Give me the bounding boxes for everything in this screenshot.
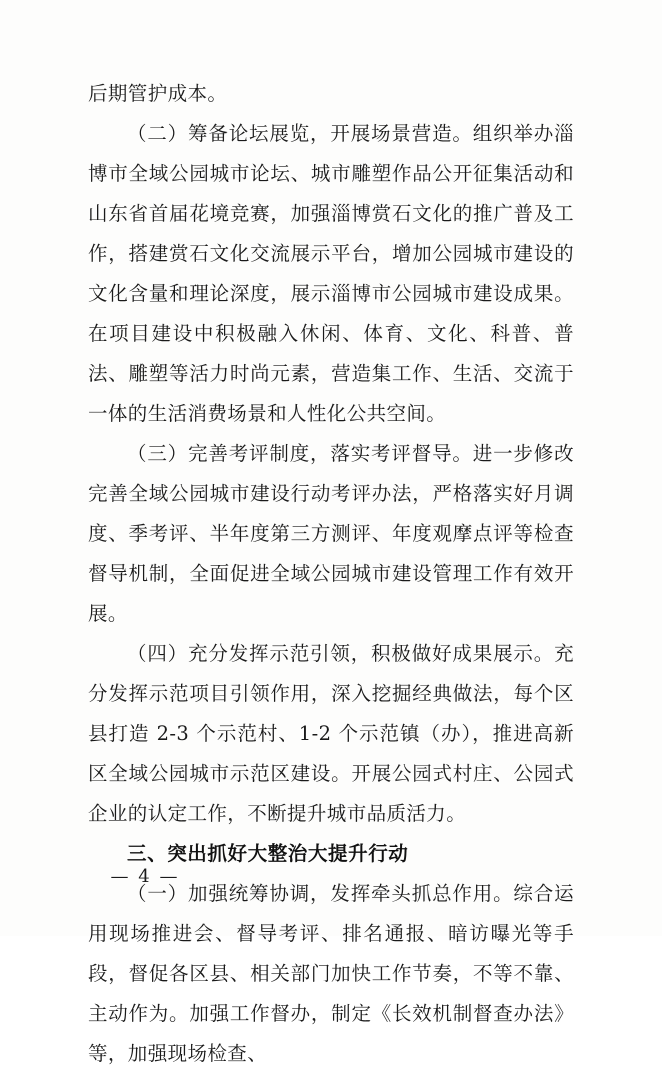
paragraph-section-2-item-2: （二）筹备论坛展览，开展场景营造。组织举办淄博市全域公园城市论坛、城市雕塑作品公开征集活动和山东省首届花境竞赛，加强淄博赏石文化的推广普及工作，搭建赏石文化交流展示平台，增加公园城市建设的文化含量和理论深度，展示淄博市公园城市建设成果。在项目建设中积极融入休闲、体育、文化、科普、普法、雕塑等活力时尚元素，营造集工作、生活、交流于一体的生活消费场景和人性化公共空间。 (88, 122, 574, 425)
page-number-footer (0, 866, 662, 887)
heading-section-3: 三、突出抓好大整治大提升行动 (127, 842, 409, 865)
page-number-text: — 4 — (110, 866, 180, 887)
paragraph-section-2-item-3: （三）完善考评制度，落实考评督导。进一步修改完善全域公园城市建设行动考评办法，严格落实好月调度、季考评、半年度第三方测评、年度观摩点评等检查督导机制，全面促进全域公园城市建设管理工作有效开展。 (88, 442, 574, 625)
paragraph-section-2-item-4: （四）充分发挥示范引领，积极做好成果展示。充分发挥示范项目引领作用，深入挖掘经典做法，每个区县打造 2-3 个示范村、1-2 个示范镇（办），推进高新区全域公园城市示范区建设。开展公园式村庄、公园式企业的认定工作，不断提升城市品质活力。 (88, 642, 574, 825)
paragraph-carryover: 后期管护成本。 (88, 82, 228, 105)
page-body (88, 74, 574, 1074)
paragraph-section-3-item-1: （一）加强统筹协调，发挥牵头抓总作用。综合运用现场推进会、督导考评、排名通报、暗访曝光等手段，督促各区县、相关部门加快工作节奏，不等不靠、主动作为。加强工作督办，制定《长效机制督查办法》等，加强现场检查、 (88, 882, 574, 1065)
